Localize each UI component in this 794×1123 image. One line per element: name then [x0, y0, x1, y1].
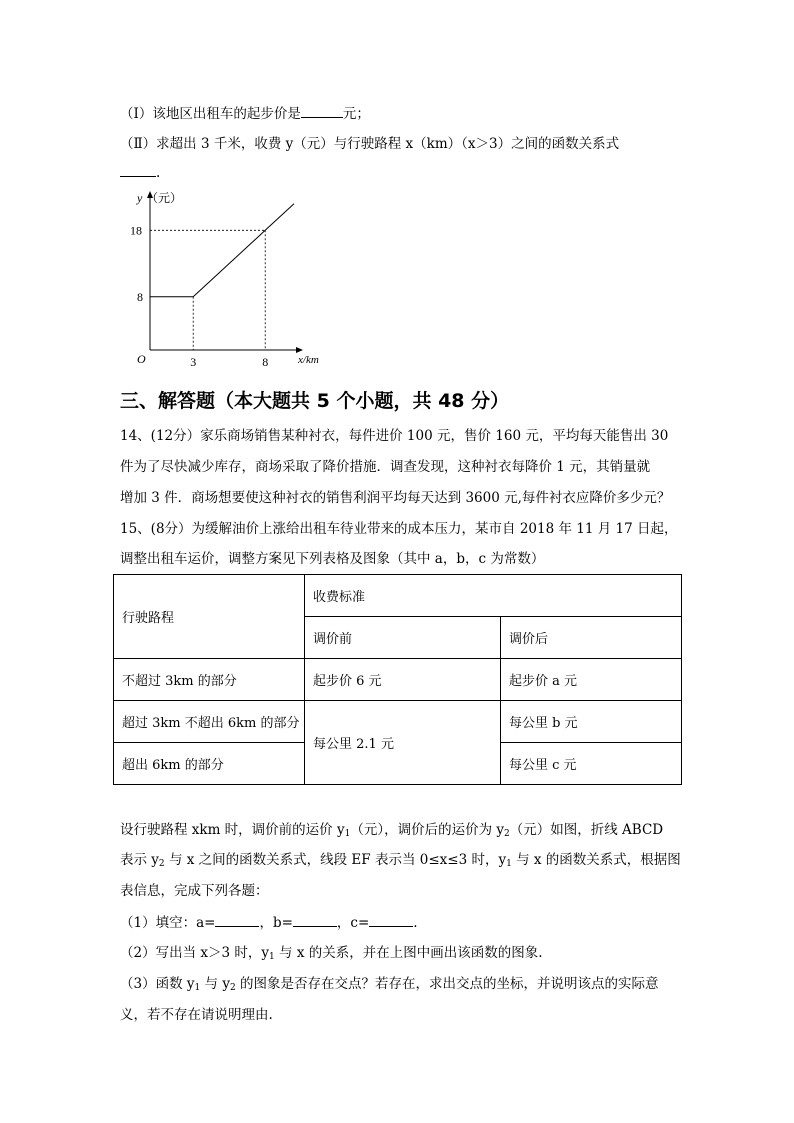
q15-para2 — [120, 850, 681, 874]
x-axis-label: x/km — [298, 354, 319, 366]
col-header-before: 调价前 — [305, 617, 501, 659]
fare-line — [150, 204, 294, 297]
text: 设行驶路程 xkm 时，调价前的运价 y — [120, 822, 345, 838]
q15-line2: 调整出租车运价，调整方案见下列表格及图象（其中 a，b，c 为常数） — [120, 551, 545, 567]
col-header-after: 调价后 — [501, 617, 682, 659]
chart-axes — [147, 191, 303, 353]
col-header-distance: 行驶路程 — [114, 575, 305, 659]
subscript: 1 — [269, 952, 275, 962]
answer-blank-c[interactable] — [369, 912, 413, 927]
q14-line3: 增加 3 件．商场想要使这种衬衣的销售利润平均每天达到 3600 元,每件衬衣应降价多少元？ — [120, 490, 671, 506]
chart-labels — [130, 191, 319, 369]
y-tick-label-8: 8 — [137, 289, 143, 304]
answer-blank-a[interactable] — [215, 912, 259, 927]
q15-sub3-line2: 义，若不存在请说明理由. — [120, 1007, 273, 1023]
cell-before: 起步价 6 元 — [305, 659, 501, 701]
table-row — [114, 575, 682, 617]
text: ，b= — [259, 915, 293, 931]
y-axis-label: （元） — [146, 191, 183, 205]
q14-line1: 14、(12分）家乐商场销售某种衬衣，每件进价 100 元，售价 160 元，平均每天能售出 30 — [120, 428, 669, 444]
text: 与 x 的函数关系式，根据图 — [511, 852, 681, 868]
fee-table — [113, 574, 682, 785]
answer-blank[interactable] — [301, 103, 343, 118]
q15-sub3 — [120, 974, 659, 998]
text: 与 x 的关系，并在上图中画出该函数的图象. — [274, 945, 543, 961]
text: 的图象是否存在交点？若存在，求出交点的坐标，并说明该点的实际意 — [235, 976, 659, 992]
text: （3）函数 y — [120, 976, 195, 992]
cell-after: 每公里 b 元 — [501, 701, 682, 743]
q13-part1-suffix: 元； — [342, 106, 370, 122]
x-axis-arrow — [296, 347, 303, 353]
chart-guides — [150, 230, 265, 350]
cell-distance: 不超过 3km 的部分 — [114, 659, 305, 701]
q14-line2: 件为了尽快减少库存，商场采取了降价措施．调查发现，这种衬衣每降价 1 元，其销量就 — [120, 459, 651, 475]
q13-part2-text: （Ⅱ）求超出 3 千米，收费 y（元）与行驶路程 x（km）（x＞3）之间的函数关系式 — [120, 136, 620, 152]
text: （2）写出当 x＞3 时，y — [120, 945, 270, 961]
text: ，c= — [336, 915, 370, 931]
subscript: 2 — [504, 829, 510, 839]
cell-after: 每公里 c 元 — [501, 743, 682, 785]
q15-para3: 表信息，完成下列各题： — [120, 883, 269, 899]
q13-part1 — [120, 103, 370, 124]
x-tick-label-3: 3 — [190, 355, 197, 369]
text: （元）如图，折线 ABCD — [509, 822, 664, 838]
y-axis-label-var: y — [137, 191, 143, 205]
q15-para1 — [120, 820, 663, 844]
q13-part2-answer-line — [120, 162, 160, 183]
subscript: 2 — [229, 983, 236, 993]
cell-before: 每公里 2.1 元 — [305, 701, 501, 785]
table-row — [114, 701, 682, 743]
q15-sub1 — [120, 912, 418, 933]
cell-distance: 超出 6km 的部分 — [114, 743, 305, 785]
col-header-fee-standard: 收费标准 — [305, 575, 682, 617]
x-tick-label-8: 8 — [262, 355, 269, 369]
cell-after: 起步价 a 元 — [501, 659, 682, 701]
subscript: 1 — [194, 983, 201, 993]
q15-line1: 15、(8分）为缓解油价上涨给出租车待业带来的成本压力，某市自 2018 年 11 月 17 日起， — [120, 521, 678, 537]
cell-distance: 超过 3km 不超出 6km 的部分 — [114, 701, 305, 743]
answer-blank[interactable] — [120, 162, 156, 177]
subscript: 1 — [344, 829, 351, 839]
section-heading: 三、解答题（本大题共 5 个小题，共 48 分） — [120, 390, 510, 412]
subscript: 2 — [158, 859, 165, 869]
table-row — [114, 659, 682, 701]
text: . — [413, 915, 418, 931]
subscript: 1 — [506, 859, 512, 869]
text: 与 y — [200, 976, 230, 992]
fare-chart — [120, 182, 340, 372]
y-tick-label-18: 18 — [130, 223, 142, 238]
q15-sub2 — [120, 943, 543, 967]
origin-label: O — [137, 352, 146, 366]
q13-part2-end: . — [156, 165, 161, 181]
q13-part2 — [120, 134, 619, 154]
text: （1）填空：a= — [120, 915, 216, 931]
text: 表示 y — [120, 852, 159, 868]
answer-blank-b[interactable] — [293, 912, 337, 927]
q13-part1-prefix: （Ⅰ）该地区出租车的起步价是 — [120, 106, 301, 122]
chart-series — [150, 204, 294, 297]
text: 与 x 之间的函数关系式，线段 EF 表示当 0≤x≤3 时，y — [164, 852, 507, 868]
text: （元），调价后的运价为 y — [350, 822, 505, 838]
